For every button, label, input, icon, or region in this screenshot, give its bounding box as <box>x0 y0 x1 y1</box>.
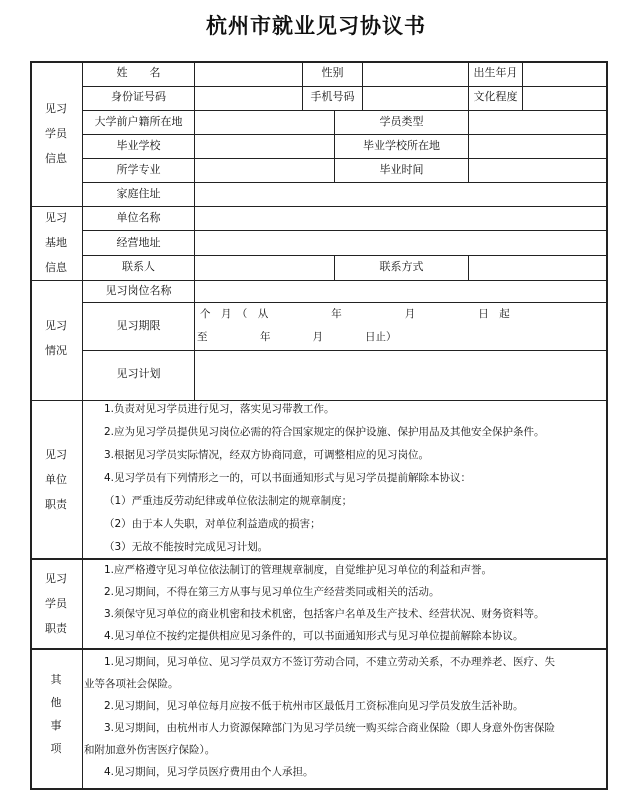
unit-duty-item: 3.根据见习学员实际情况，经双方协商同意，可调整相应的见习岗位。 <box>104 449 430 461</box>
period-text-line2: 至 年 月 日止） <box>197 331 397 343</box>
label-contact: 联系人 <box>122 260 155 273</box>
label-phone: 手机号码 <box>310 90 355 103</box>
other-item-cont: 业等各项社会保险。 <box>84 678 179 690</box>
unit-duty-item: 1.负责对见习学员进行见习，落实见习带教工作。 <box>104 403 335 415</box>
trainee-duty-item: 1.应严格遵守见习单位依法制订的管理规章制度，自觉维护见习单位的利益和声誉。 <box>104 564 493 576</box>
other-item: 4.见习期间，见习学员医疗费用由个人承担。 <box>104 766 314 778</box>
label-plan: 见习计划 <box>116 367 161 380</box>
section-label-internship: 见习 情况 <box>45 319 67 357</box>
trainee-duty-item: 4.见习单位不按约定提供相应见习条件的，可以书面通知形式与见习单位提前解除本协议。 <box>104 630 524 642</box>
trainee-duty-item: 3.须保守见习单位的商业机密和技术机密，包括客户名单及生产技术、经营状况、财务资料等。 <box>104 608 545 620</box>
unit-duty-item: 2.应为见习学员提供见习岗位必需的符合国家规定的保护设施、保护用品及其他安全保护条件。 <box>104 426 545 438</box>
label-period: 见习期限 <box>116 319 161 332</box>
label-school-location: 毕业学校所在地 <box>363 139 440 152</box>
label-address: 家庭住址 <box>116 187 161 200</box>
label-trainee-type: 学员类型 <box>379 115 424 128</box>
section-label-trainee-info: 见习 学员 信息 <box>45 102 67 165</box>
label-education: 文化程度 <box>473 90 518 103</box>
unit-duty-subitem: （2）由于本人失职，对单位利益造成的损害； <box>104 518 321 530</box>
label-school: 毕业学校 <box>116 139 161 152</box>
other-item: 3.见习期间，由杭州市人力资源保障部门为见习学员统一购买综合商业保险（即人身意外伤害保险 <box>104 722 556 734</box>
label-contact-method: 联系方式 <box>379 260 424 273</box>
label-business-address: 经营地址 <box>116 236 161 249</box>
label-grad-time: 毕业时间 <box>379 163 424 176</box>
other-item-cont: 和附加意外伤害医疗保险）。 <box>84 744 216 756</box>
section-label-base-info: 见习 基地 信息 <box>45 211 67 274</box>
label-hukou: 大学前户籍所在地 <box>94 115 183 128</box>
label-gender: 性别 <box>321 66 344 79</box>
section-label-unit-duty: 见习 单位 职责 <box>45 448 67 511</box>
section-label-trainee-duty: 见习 学员 职责 <box>45 572 67 635</box>
label-id-number: 身份证号码 <box>111 90 166 103</box>
label-unit-name: 单位名称 <box>116 211 161 224</box>
unit-duty-item: 4.见习学员有下列情形之一的，可以书面通知形式与见习学员提前解除本协议： <box>104 472 472 484</box>
other-item: 1.见习期间，见习单位、见习学员双方不签订劳动合同，不建立劳动关系，不办理养老、医疗、失 <box>104 656 556 668</box>
unit-duty-subitem: （3）无故不能按时完成见习计划。 <box>104 541 269 553</box>
unit-duty-subitem: （1）严重违反劳动纪律或单位依法制定的规章制度； <box>104 495 353 507</box>
label-birth: 出生年月 <box>473 66 518 79</box>
other-item: 2.见习期间，见习单位每月应按不低于杭州市区最低月工资标准向见习学员发放生活补助。 <box>104 700 524 712</box>
section-label-others: 其 他 事 项 <box>50 673 62 755</box>
label-name: 姓 名 <box>116 66 161 79</box>
trainee-duty-item: 2.见习期间，不得在第三方从事与见习单位生产经营类同或相关的活动。 <box>104 586 440 598</box>
period-text-line1: 个 月 （ 从 年 月 日 起 <box>200 308 510 320</box>
document-title: 杭州市就业见习协议书 <box>206 14 426 38</box>
label-major: 所学专业 <box>116 163 161 176</box>
label-post-name: 见习岗位名称 <box>105 284 172 297</box>
